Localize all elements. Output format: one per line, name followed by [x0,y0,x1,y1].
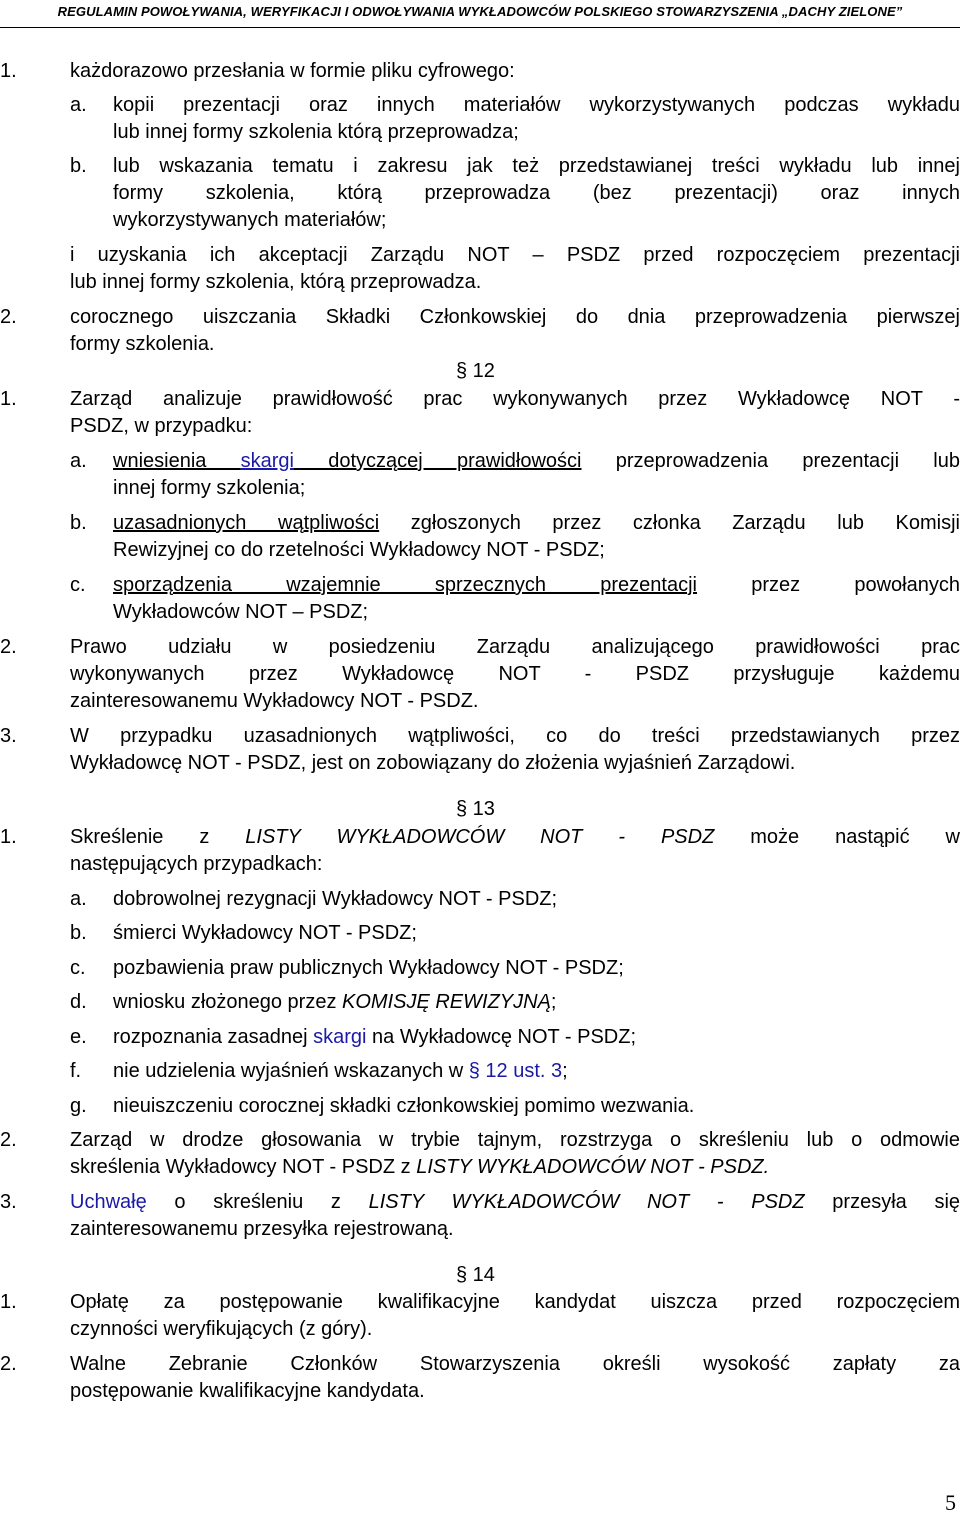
paragraph-line [70,1189,960,1216]
committee-name: KOMISJĘ REWIZYJNĄ [342,991,551,1013]
section-12-link[interactable]: § 12 ust. 3 [468,1060,563,1082]
paragraph-line: formy szkolenia. [70,333,215,355]
paragraph-line: lub innej formy szkolenia którą przeprowadza; [113,121,519,143]
skarga-link[interactable]: skargi [313,1026,367,1048]
paragraph-line: Zarząd analizuje prawidłowość prac wykonywanych przez Wykładowcę NOT - [70,388,960,410]
subitem-label: a. [70,450,87,472]
paragraph-line: zainteresowanemu przesyłka rejestrowaną. [70,1218,454,1240]
subitem-label: d. [70,991,87,1013]
paragraph-line: lub wskazania tematu i zakresu jak też przedstawianej treści wykładu lub innej [113,155,960,177]
paragraph-line [113,572,960,599]
plain-text: rozpoznania zasadnej [113,1026,314,1048]
underlined-text: dotyczącej prawidłowości [294,450,582,472]
paragraph-line: nieuiszczeniu corocznej składki członkowskiej pomimo wezwania. [113,1095,695,1117]
subitem-label: e. [70,1026,87,1048]
item-number: 3. [0,1191,17,1213]
item-number: 1. [0,388,17,410]
section-heading: § 13 [456,798,495,820]
plain-text: skreślenia Wykładowcy NOT - PSDZ z [70,1156,417,1178]
plain-text: zgłoszonych przez członka Zarządu lub Komisji [379,512,960,534]
item-number: 3. [0,725,17,747]
subitem-label: b. [70,155,87,177]
paragraph-line: postępowanie kwalifikacyjne kandydata. [70,1380,425,1402]
item-number: 2. [0,1129,17,1151]
paragraph-line: każdorazowo przesłania w formie pliku cyfrowego: [70,60,515,82]
document-header: REGULAMIN POWOŁYWANIA, WERYFIKACJI I ODWOŁYWANIA WYKŁADOWCÓW POLSKIEGO STOWARZYSZENIA „DACHY ZIELONE” [57,4,903,19]
section-heading: § 14 [456,1264,495,1286]
subitem-label: a. [70,888,87,910]
list-name: LISTY WYKŁADOWCÓW NOT - PSDZ [368,1191,805,1213]
paragraph-line: i uzyskania ich akceptacji Zarządu NOT – PSDZ przed rozpoczęciem prezentacji [70,244,960,266]
page-number: 5 [945,1490,956,1515]
plain-text: ; [562,1060,568,1082]
paragraph-line: kopii prezentacji oraz innych materiałów wykorzystywanych podczas wykładu [113,94,960,116]
item-number: 1. [0,60,17,82]
subitem-label: b. [70,922,87,944]
paragraph-line [113,1024,636,1051]
paragraph-line: Wykładowcę NOT - PSDZ, jest on zobowiązany do złożenia wyjaśnień Zarządowi. [70,752,796,774]
paragraph-line [113,448,960,475]
plain-text: o skreśleniu z [146,1191,369,1213]
paragraph-line: Rewizyjnej co do rzetelności Wykładowcy NOT - PSDZ; [113,539,605,561]
paragraph-line: PSDZ, w przypadku: [70,415,253,437]
plain-text: może nastąpić w [714,826,960,848]
paragraph-line: Prawo udziału w posiedzeniu Zarządu analizującego prawidłowości prac [70,636,960,658]
paragraph-line: innej formy szkolenia; [113,477,306,499]
paragraph-line: Opłatę za postępowanie kwalifikacyjne kandydat uiszcza przed rozpoczęciem [70,1291,960,1313]
paragraph-line [113,989,556,1016]
paragraph-line: wykonywanych przez Wykładowcę NOT - PSDZ przysługuje każdemu [70,663,960,685]
plain-text: ; [550,991,557,1013]
paragraph-line: Wykładowców NOT – PSDZ; [113,601,369,623]
uchwala-link[interactable]: Uchwałę [70,1191,147,1213]
plain-text: na Wykładowcę NOT - PSDZ; [366,1026,637,1048]
subitem-label: a. [70,94,87,116]
paragraph-line: wykorzystywanych materiałów; [113,209,387,231]
plain-text: wniosku złożonego przez [113,991,343,1013]
paragraph-line: pozbawienia praw publicznych Wykładowcy NOT - PSDZ; [113,957,624,979]
underlined-text: wniesienia [113,450,241,472]
plain-text: przez powołanych [697,574,960,596]
subitem-label: g. [70,1095,87,1117]
subitem-label: c. [70,574,86,596]
item-number: 1. [0,1291,17,1313]
underlined-text: sporządzenia wzajemnie sprzecznych prezentacji [113,574,697,596]
paragraph-line: Zarząd w drodze głosowania w trybie tajnym, rozstrzyga o skreśleniu lub o odmowie [70,1129,960,1151]
skarga-link[interactable]: skargi [240,450,294,472]
paragraph-line: lub innej formy szkolenia, którą przeprowadza. [70,271,482,293]
paragraph-line: corocznego uiszczania Składki Członkowskiej do dnia przeprowadzenia pierwszej [70,306,960,328]
section-heading: § 12 [456,360,495,382]
subitem-label: c. [70,957,86,979]
item-number: 2. [0,636,17,658]
paragraph-line: śmierci Wykładowcy NOT - PSDZ; [113,922,417,944]
plain-text: Skreślenie z [70,826,246,848]
paragraph-line [113,1058,568,1085]
paragraph-line: Walne Zebranie Członków Stowarzyszenia określi wysokość zapłaty za [70,1353,960,1375]
subitem-label: f. [70,1060,82,1082]
list-name: LISTY WYKŁADOWCÓW NOT - PSDZ [245,826,715,848]
header-divider [0,27,960,28]
paragraph-line: dobrowolnej rezygnacji Wykładowcy NOT - PSDZ; [113,888,558,910]
paragraph-line [70,1154,769,1181]
underlined-text: uzasadnionych wątpliwości [113,512,380,534]
item-number: 2. [0,1353,17,1375]
plain-text: przeprowadzenia prezentacji lub [581,450,960,472]
subitem-label: b. [70,512,87,534]
paragraph-line: W przypadku uzasadnionych wątpliwości, co do treści przedstawianych przez [70,725,960,747]
item-number: 1. [0,826,17,848]
paragraph-line: formy szkolenia, którą przeprowadza (bez prezentacji) oraz innych [113,182,960,204]
plain-text: przesyła się [804,1191,960,1213]
paragraph-line: zainteresowanemu Wykładowcy NOT - PSDZ. [70,690,479,712]
paragraph-line [113,510,960,537]
item-number: 2. [0,306,17,328]
paragraph-line: czynności weryfikujących (z góry). [70,1318,373,1340]
plain-text: nie udzielenia wyjaśnień wskazanych w [113,1060,469,1082]
paragraph-line: następujących przypadkach: [70,853,323,875]
paragraph-line [70,824,960,851]
list-name: LISTY WYKŁADOWCÓW NOT - PSDZ. [416,1156,770,1178]
